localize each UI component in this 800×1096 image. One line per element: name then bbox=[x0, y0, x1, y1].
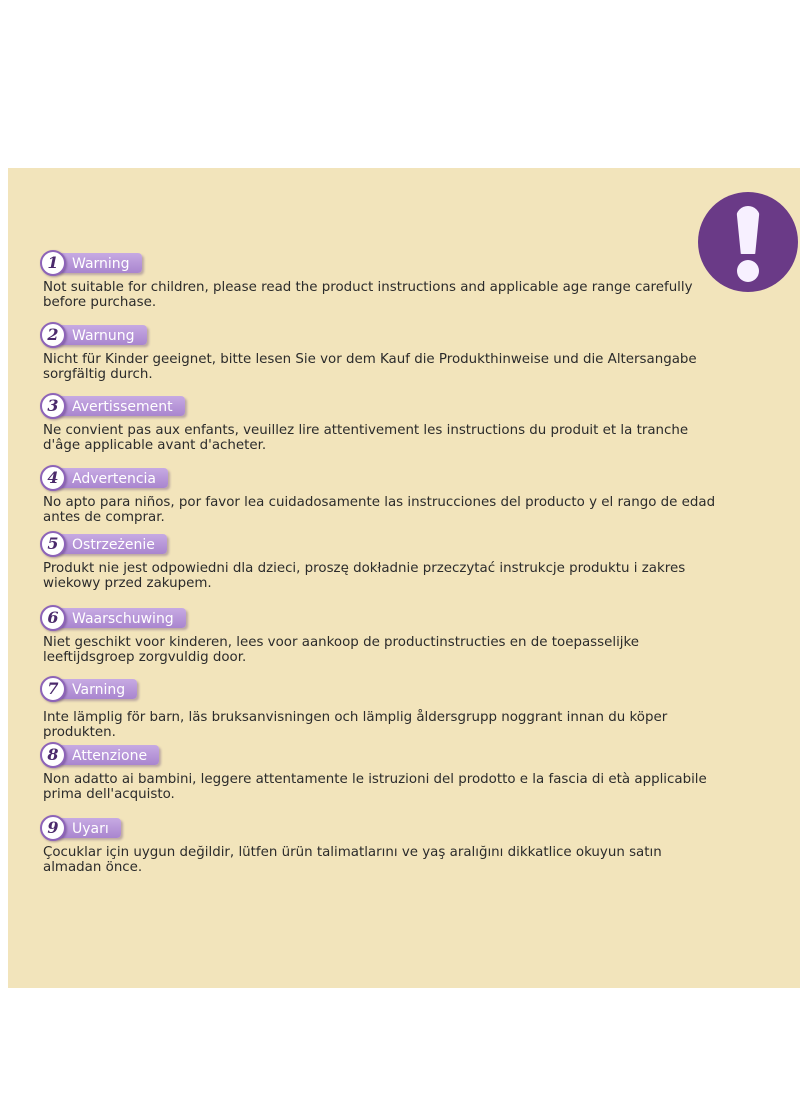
warning-title: Waarschuwing bbox=[72, 611, 174, 627]
title-tab bbox=[54, 325, 147, 345]
warning-text: Produkt nie jest odpowiedni dla dzieci, proszę dokładnie przeczytać instrukcje produktu i zakres wiekowy przed zakupem. bbox=[43, 561, 686, 591]
number-badge: 9 bbox=[40, 815, 66, 841]
title-tab bbox=[54, 745, 159, 765]
warning-title: Warning bbox=[72, 256, 130, 272]
warning-text: No apto para niños, por favor lea cuidadosamente las instrucciones del producto y el rango de edad antes de comprar. bbox=[43, 495, 716, 525]
warning-text: Nicht für Kinder geeignet, bitte lesen Sie vor dem Kauf die Produkthinweise und die Altersangabe sorgfältig durch. bbox=[43, 352, 697, 382]
warning-text: Ne convient pas aux enfants, veuillez lire attentivement les instructions du produit et la tranche d'âge applicable avant d'acheter. bbox=[43, 423, 689, 453]
warning-text: Çocuklar için uygun değildir, lütfen ürün talimatlarını ve yaş aralığını dikkatlice okuyun satın almadan önce. bbox=[43, 845, 662, 875]
exclamation-dot bbox=[737, 260, 759, 282]
warning-title: Uyarı bbox=[72, 821, 109, 837]
number-badge: 3 bbox=[40, 393, 66, 419]
title-tab bbox=[54, 396, 185, 416]
title-tab bbox=[54, 679, 137, 699]
warning-title: Varning bbox=[72, 682, 126, 698]
number-badge: 8 bbox=[40, 742, 66, 768]
exclamation-bar bbox=[736, 206, 760, 254]
warning-text: Non adatto ai bambini, leggere attentamente le istruzioni del prodotto e la fascia di età applicabile prima dell'acquisto. bbox=[43, 772, 707, 802]
number-badge: 4 bbox=[40, 465, 66, 491]
warning-text: Not suitable for children, please read the product instructions and applicable age range carefully before purchase. bbox=[43, 280, 693, 310]
warning-title: Ostrzeżenie bbox=[72, 537, 155, 553]
number-badge: 2 bbox=[40, 322, 66, 348]
warning-text: Inte lämplig för barn, läs bruksanvisningen och lämplig åldersgrupp noggrant innan du köper produkten. bbox=[43, 710, 668, 740]
title-tab bbox=[54, 253, 142, 273]
warning-text: Niet geschikt voor kinderen, lees voor aankoop de productinstructies en de toepasselijke leeftijdsgroep zorgvuldig door. bbox=[43, 635, 640, 665]
warning-title: Warnung bbox=[72, 328, 135, 344]
number-badge: 7 bbox=[40, 676, 66, 702]
exclamation-icon bbox=[698, 192, 798, 292]
warning-title: Attenzione bbox=[72, 748, 148, 764]
number-badge: 6 bbox=[40, 605, 66, 631]
title-tab bbox=[54, 608, 186, 628]
warning-title: Advertencia bbox=[72, 471, 157, 487]
number-badge: 1 bbox=[40, 250, 66, 276]
number-badge: 5 bbox=[40, 531, 66, 557]
title-tab bbox=[54, 468, 168, 488]
warning-title: Avertissement bbox=[72, 399, 173, 415]
title-tab bbox=[54, 534, 167, 554]
